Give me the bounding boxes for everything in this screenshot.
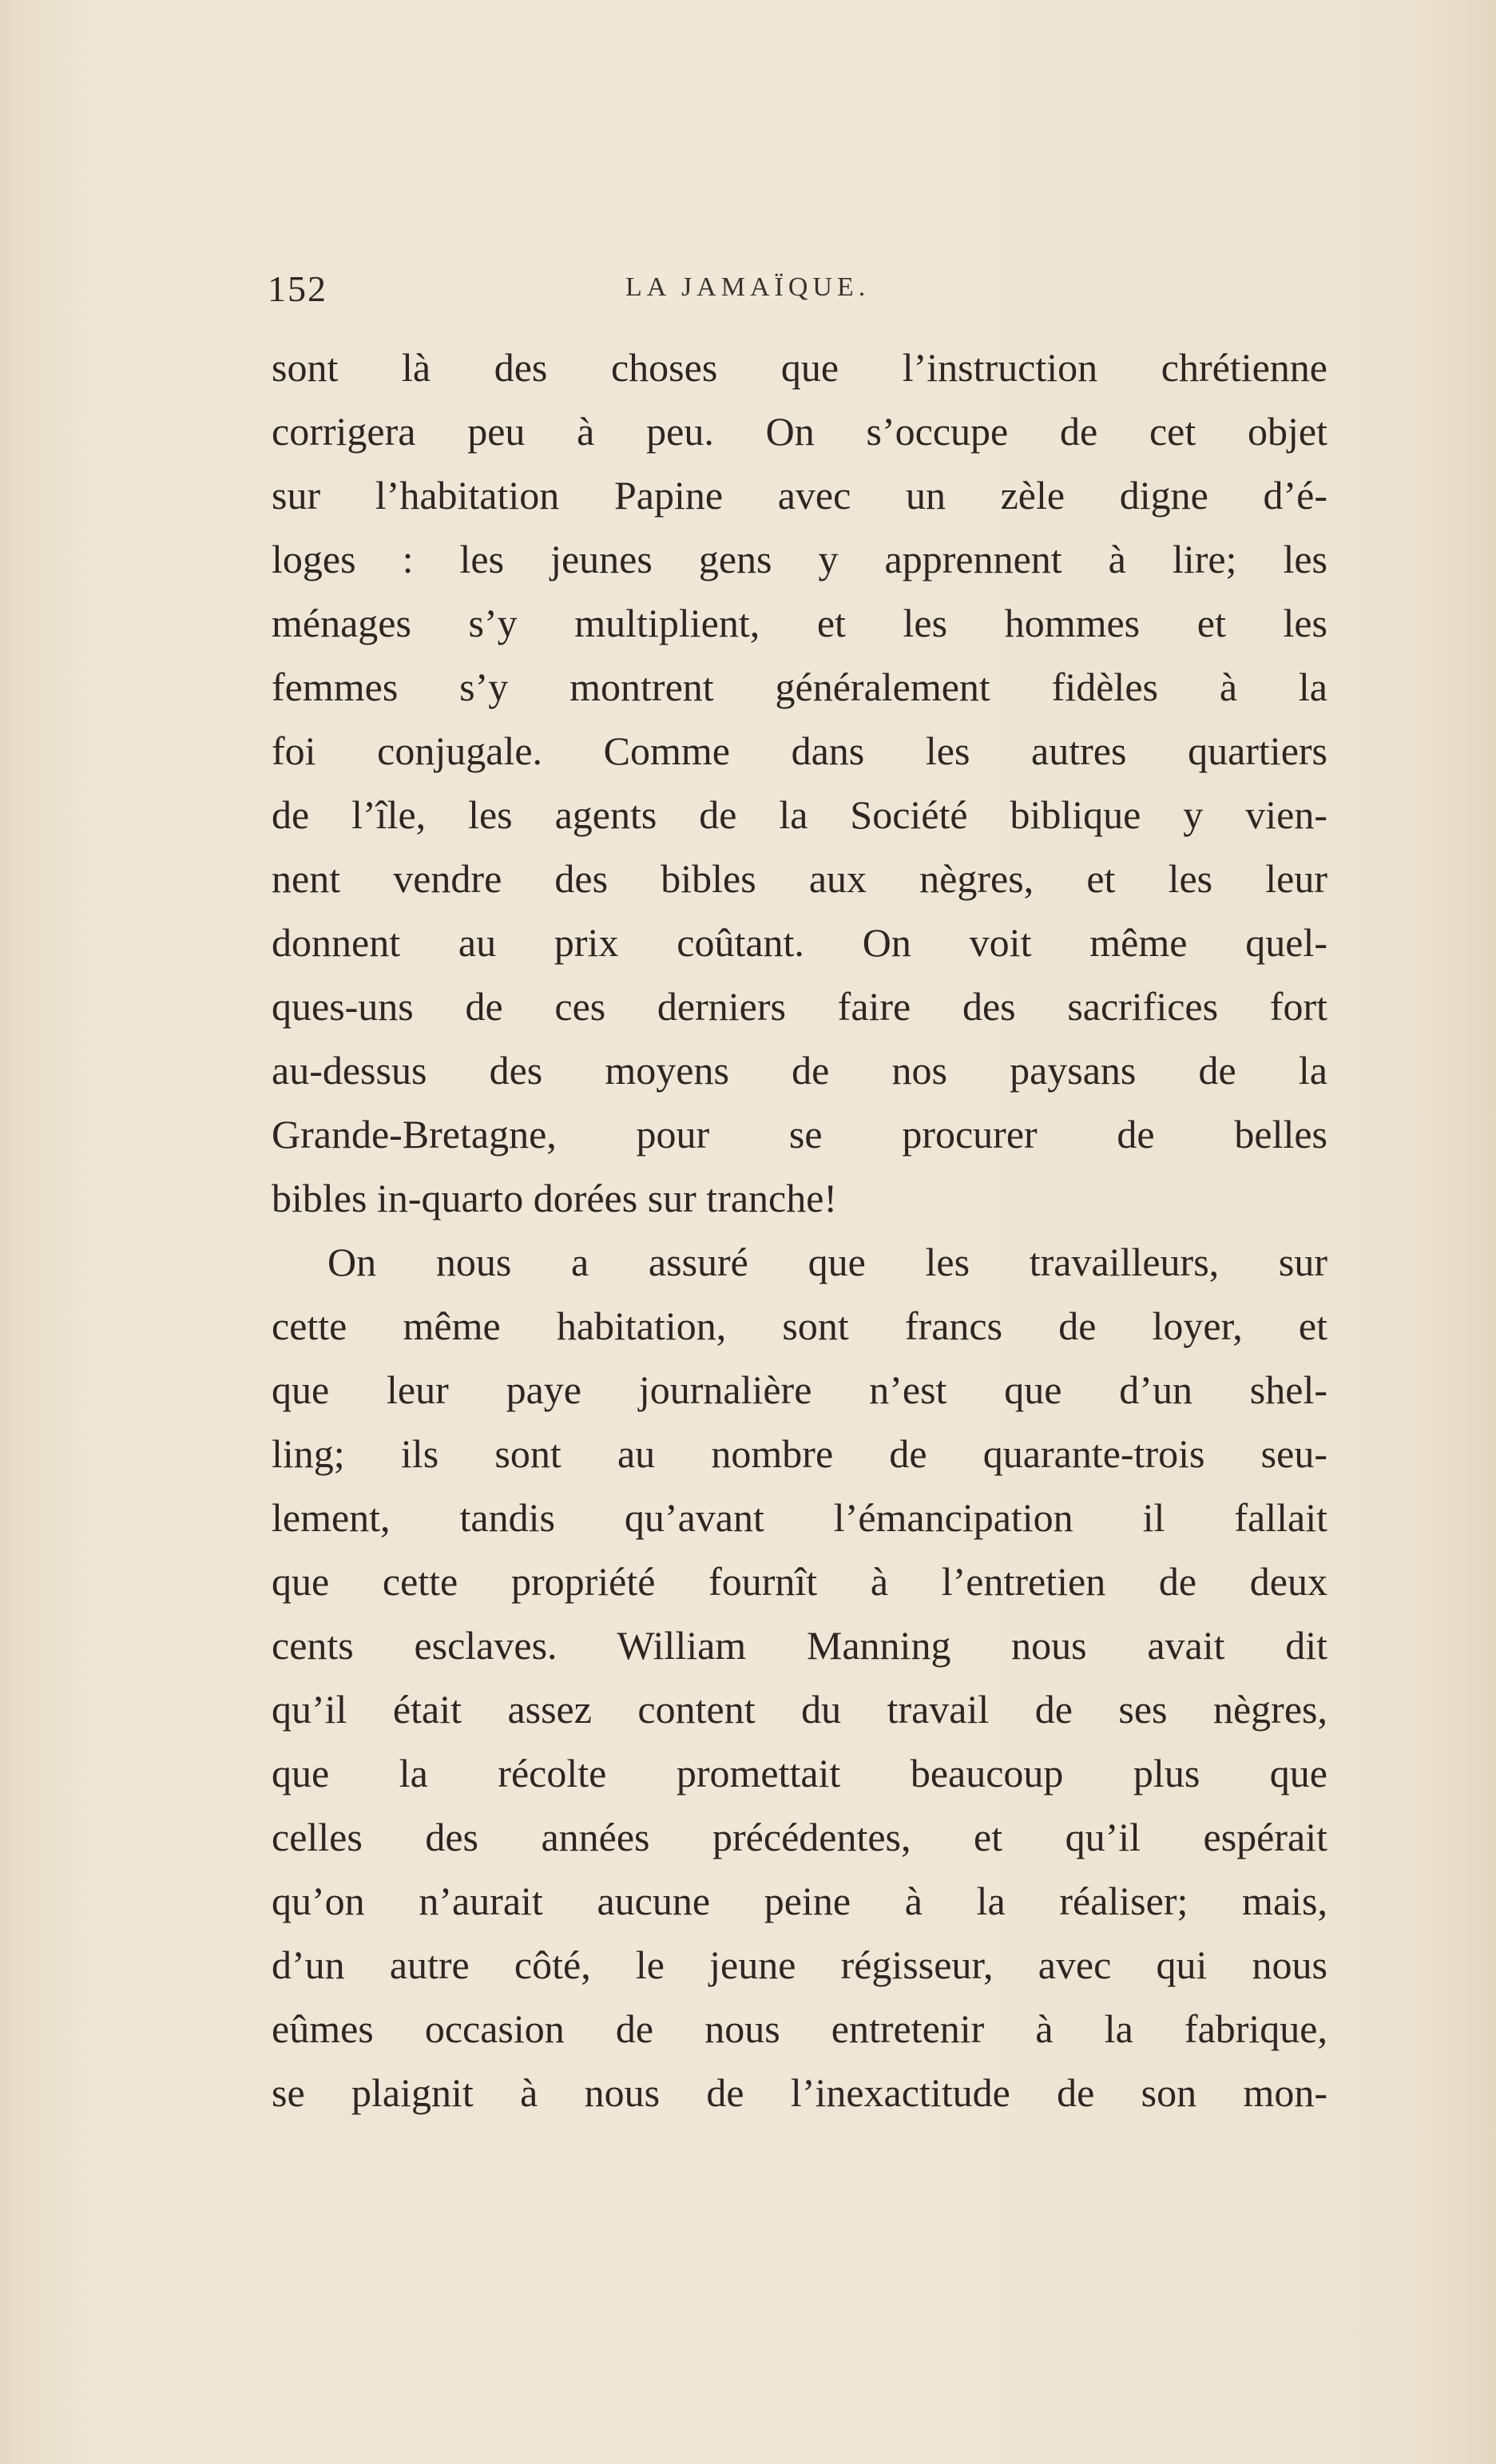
text-line: sur l’habitation Papine avec un zèle digne d’é- bbox=[272, 473, 1327, 518]
text-line: loges : les jeunes gens y apprennent à lire; les bbox=[272, 537, 1327, 581]
text-line: foi conjugale. Comme dans les autres quartiers bbox=[272, 728, 1327, 773]
text-line: ques-uns de ces derniers faire des sacrifices fort bbox=[272, 984, 1327, 1029]
text-line: eûmes occasion de nous entretenir à la fabrique, bbox=[272, 2006, 1327, 2051]
text-line: celles des années précédentes, et qu’il espérait bbox=[272, 1815, 1327, 1859]
text-line: femmes s’y montrent généralement fidèles à la bbox=[272, 665, 1327, 709]
text-line: cette même habitation, sont francs de loyer, et bbox=[272, 1303, 1327, 1348]
text-line: qu’on n’aurait aucune peine à la réaliser; mais, bbox=[272, 1879, 1327, 1923]
page-number: 152 bbox=[268, 268, 327, 309]
text-line: ménages s’y multiplient, et les hommes et les bbox=[272, 601, 1327, 645]
text-line: que la récolte promettait beaucoup plus que bbox=[272, 1751, 1327, 1795]
text-line: donnent au prix coûtant. On voit même quel- bbox=[272, 920, 1327, 965]
text-line: lement, tandis qu’avant l’émancipation il fallait bbox=[272, 1495, 1327, 1540]
text-line: de l’île, les agents de la Société biblique y vien- bbox=[272, 792, 1327, 837]
text-line: ling; ils sont au nombre de quarante-trois seu- bbox=[272, 1431, 1327, 1476]
text-line: que cette propriété fournît à l’entretien de deux bbox=[272, 1559, 1327, 1604]
running-title: LA JAMAÏQUE. bbox=[625, 272, 871, 302]
text-line: Grande-Bretagne, pour se procurer de belles bbox=[272, 1112, 1327, 1157]
text-line: sont là des choses que l’instruction chrétienne bbox=[272, 345, 1327, 390]
text-line: que leur paye journalière n’est que d’un shel- bbox=[272, 1367, 1327, 1412]
text-line-paragraph-start: On nous a assuré que les travailleurs, sur bbox=[327, 1240, 1327, 1284]
text-line: au-dessus des moyens de nos paysans de la bbox=[272, 1048, 1327, 1093]
text-line: nent vendre des bibles aux nègres, et les leur bbox=[272, 856, 1327, 901]
text-line: qu’il était assez content du travail de ses nègres, bbox=[272, 1687, 1327, 1732]
text-line: d’un autre côté, le jeune régisseur, avec qui nous bbox=[272, 1942, 1327, 1987]
text-line: cents esclaves. William Manning nous avait dit bbox=[272, 1623, 1327, 1668]
text-line-paragraph-end: bibles in-quarto dorées sur tranche! bbox=[272, 1176, 838, 1220]
text-line: se plaignit à nous de l’inexactitude de son mon- bbox=[272, 2070, 1327, 2115]
text-line: corrigera peu à peu. On s’occupe de cet objet bbox=[272, 409, 1327, 454]
running-head bbox=[268, 268, 1330, 315]
body-text bbox=[272, 335, 1327, 2125]
